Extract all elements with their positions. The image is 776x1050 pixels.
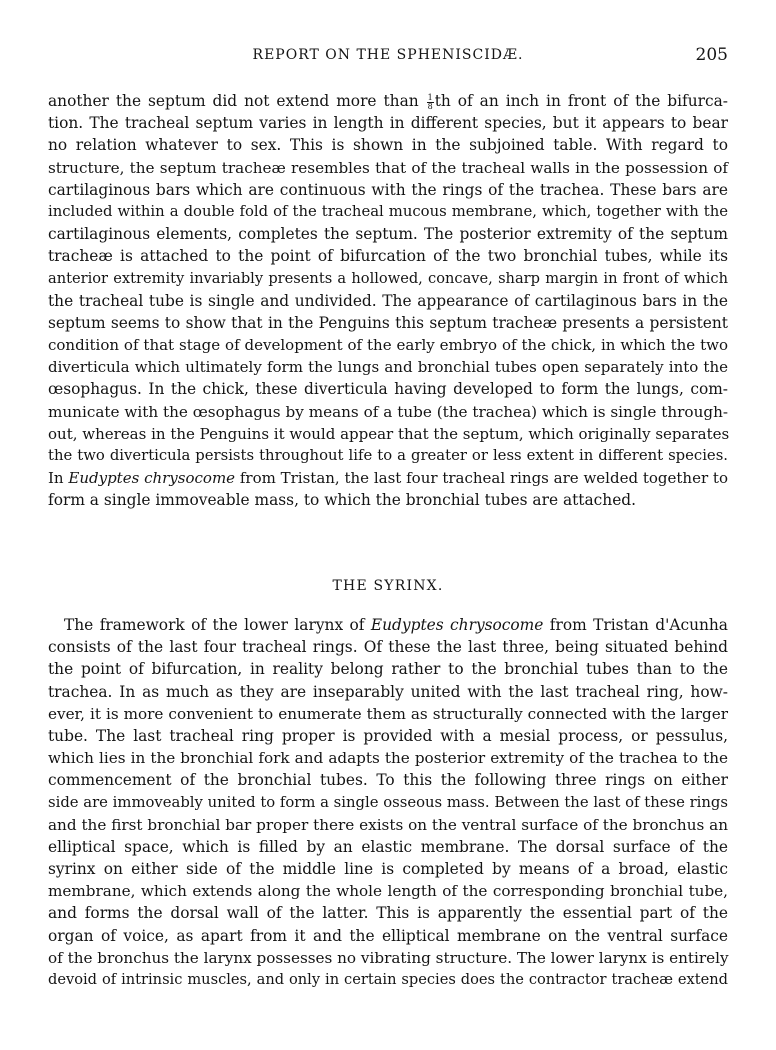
page-number: 205 — [695, 45, 728, 65]
text-line: which lies in the bronchial fork and adapts the posterior extremity of the trachea to the — [48, 749, 728, 768]
text-line: and the first bronchial bar proper there exists on the ventral surface of the bronchus an — [48, 815, 728, 834]
text-line: municate with the œsophagus by means of a tube (the trachea) which is single through- — [48, 402, 728, 421]
text-line: anterior extremity invariably presents a hollowed, concave, sharp margin in front of which — [48, 269, 728, 287]
text-line: commencement of the bronchial tubes. To this the following three rings on either — [48, 771, 728, 790]
text-line: another the septum did not extend more than $\frac{1}{8}$ th of an inch in front of the bifurca- — [48, 92, 728, 111]
text-line: out, whereas in the Penguins it would appear that the septum, which originally separates — [48, 424, 730, 443]
text-line: devoid of intrinsic muscles, and only in certain species does the contractor tracheæ extend — [48, 971, 728, 988]
text-line: no relation whatever to sex. This is shown in the subjoined table. With regard to — [48, 136, 728, 155]
text-line: cartilaginous elements, completes the septum. The posterior extremity of the septum — [48, 225, 728, 244]
text-line: the point of bifurcation, in reality belong rather to the bronchial tubes than to the — [48, 660, 728, 679]
text-line: condition of that stage of development of the early embryo of the chick, in which the two — [48, 336, 728, 355]
text-line: trachea. In as much as they are inseparably united with the last tracheal ring, how- — [48, 682, 728, 701]
text-line: tracheæ is attached to the point of bifurcation of the two bronchial tubes, while its — [48, 247, 728, 266]
text-line: included within a double fold of the tracheal mucous membrane, which, together with the — [48, 202, 728, 220]
text-line: membrane, which extends along the whole length of the corresponding bronchial tube, — [48, 882, 728, 901]
text-line: structure, the septum tracheæ resembles that of the tracheal walls in the possession of — [48, 158, 728, 177]
text-line: form a single immoveable mass, to which the bronchial tubes are attached. — [48, 491, 637, 510]
text-line: syrinx on either side of the middle line is completed by means of a broad, elastic — [48, 860, 728, 879]
text-line: septum seems to show that in the Penguins this septum tracheæ presents a persistent — [48, 313, 728, 332]
text-line: the two diverticula persists throughout life to a greater or less extent in different species. — [48, 447, 728, 464]
text-line: tion. The tracheal septum varies in length in different species, but it appears to bear — [48, 114, 728, 133]
fraction-one-eighth: $\frac{1}{8}$ — [427, 92, 433, 111]
text-line: and forms the dorsal wall of the latter. This is apparently the essential part of the — [48, 904, 728, 923]
text-line: diverticula which ultimately form the lungs and bronchial tubes open separately into the — [48, 358, 728, 377]
text-line: In Eudyptes chrysocome from Tristan, the last four tracheal rings are welded together to — [48, 469, 728, 488]
text-line: organ of voice, as apart from it and the elliptical membrane on the ventral surface — [48, 926, 728, 945]
text-line: œsophagus. In the chick, these diverticula having developed to form the lungs, com- — [48, 380, 728, 399]
paragraph-syrinx — [48, 614, 728, 991]
section-heading-syrinx: THE SYRINX. — [332, 578, 444, 594]
running-header — [48, 47, 728, 69]
text-line: tube. The last tracheal ring proper is provided with a mesial process, or pessulus, — [48, 726, 728, 745]
text-line: ever, it is more convenient to enumerate them as structurally connected with the larger — [48, 704, 728, 723]
text-line: of the bronchus the larynx possesses no vibrating structure. The lower larynx is entirely — [48, 948, 729, 967]
text-line: The framework of the lower larynx of Eudyptes chrysocome from Tristan d'Acunha — [64, 616, 728, 634]
text-line: cartilaginous bars which are continuous with the rings of the trachea. These bars are — [48, 180, 728, 199]
text-line: side are immoveably united to form a single osseous mass. Between the last of these rings — [48, 793, 728, 811]
text-line: elliptical space, which is filled by an elastic membrane. The dorsal surface of the — [48, 837, 728, 856]
text-line: the tracheal tube is single and undivided. The appearance of cartilaginous bars in the — [48, 291, 728, 310]
paragraph-septum-tracheae — [48, 90, 728, 512]
text-line: consists of the last four tracheal rings. Of these the last three, being situated behind — [48, 638, 728, 657]
running-head-title: REPORT ON THE SPHENISCIDÆ. — [252, 47, 524, 63]
